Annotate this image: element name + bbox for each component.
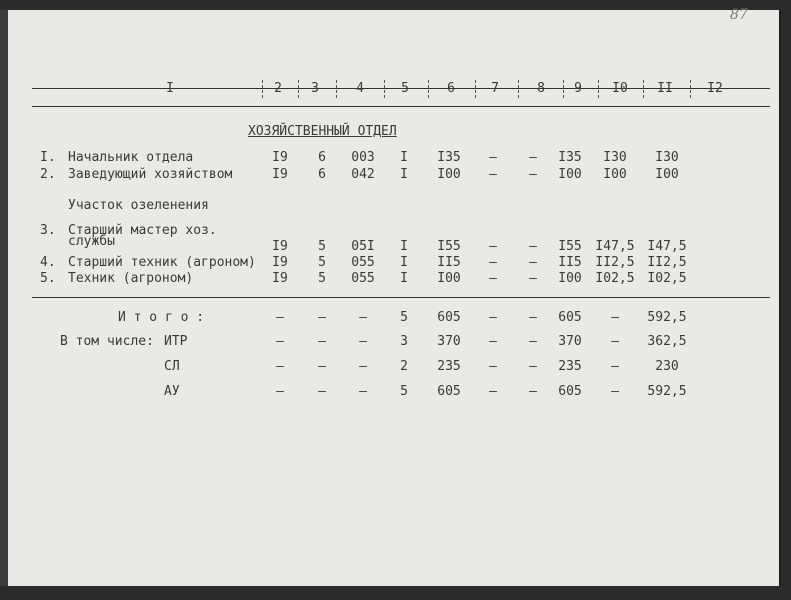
- row-number: 4.: [40, 255, 56, 270]
- row-number: 5.: [40, 271, 56, 286]
- total-c7: –: [489, 384, 497, 399]
- total-c10: –: [611, 359, 619, 374]
- column-separator: [428, 80, 429, 98]
- cell-c4: 042: [351, 167, 375, 182]
- column-header: 8: [537, 81, 545, 96]
- cell-c9: I00: [558, 167, 582, 182]
- row-label: Техник (агроном): [68, 271, 194, 286]
- cell-c10: I02,5: [595, 271, 635, 286]
- cell-c7: –: [489, 239, 497, 254]
- header-bottom-rule: [32, 106, 770, 107]
- column-header: 2: [274, 81, 282, 96]
- cell-c11: I30: [655, 150, 679, 165]
- cell-c3: 5: [318, 255, 326, 270]
- cell-c6: II5: [437, 255, 461, 270]
- cell-c9: I55: [558, 239, 582, 254]
- row-label-cont: службы: [68, 234, 115, 249]
- cell-c7: –: [489, 167, 497, 182]
- totals-category: СЛ: [164, 359, 180, 374]
- totals-category: ИТР: [164, 334, 188, 349]
- cell-c6: I00: [437, 271, 461, 286]
- cell-c3: 5: [318, 271, 326, 286]
- total-c4: –: [359, 359, 367, 374]
- total-c4: –: [359, 384, 367, 399]
- row-label: Заведующий хозяйством: [68, 167, 233, 182]
- cell-c9: I35: [558, 150, 582, 165]
- total-c9: 370: [558, 334, 582, 349]
- total-c9: 605: [558, 384, 582, 399]
- column-separator: [298, 80, 299, 98]
- column-header: 6: [447, 81, 455, 96]
- cell-c2: I9: [272, 239, 288, 254]
- cell-c6: I55: [437, 239, 461, 254]
- cell-c4: 05I: [351, 239, 375, 254]
- column-header: 4: [356, 81, 364, 96]
- total-c5: 5: [400, 310, 408, 325]
- total-c10: –: [611, 310, 619, 325]
- total-c9: 605: [558, 310, 582, 325]
- total-c4: –: [359, 310, 367, 325]
- cell-c4: 055: [351, 271, 375, 286]
- total-c11: 362,5: [647, 334, 687, 349]
- total-c3: –: [318, 310, 326, 325]
- totals-category: АУ: [164, 384, 180, 399]
- cell-c11: I02,5: [647, 271, 687, 286]
- cell-c10: I47,5: [595, 239, 635, 254]
- total-c2: –: [276, 334, 284, 349]
- total-c6: 235: [437, 359, 461, 374]
- cell-c2: I9: [272, 167, 288, 182]
- column-header: I0: [612, 81, 628, 96]
- cell-c4: 055: [351, 255, 375, 270]
- cell-c5: I: [400, 239, 408, 254]
- cell-c5: I: [400, 255, 408, 270]
- cell-c7: –: [489, 271, 497, 286]
- column-header: 7: [491, 81, 499, 96]
- total-c4: –: [359, 334, 367, 349]
- column-separator: [690, 80, 691, 98]
- row-number: 3.: [40, 223, 56, 238]
- total-c3: –: [318, 359, 326, 374]
- totals-rule: [32, 297, 770, 298]
- cell-c11: I47,5: [647, 239, 687, 254]
- total-c8: –: [529, 384, 537, 399]
- column-header: 3: [311, 81, 319, 96]
- binding-edge: [0, 10, 8, 586]
- cell-c3: 6: [318, 150, 326, 165]
- cell-c2: I9: [272, 271, 288, 286]
- cell-c3: 5: [318, 239, 326, 254]
- section-title: ХОЗЯЙСТВЕННЫЙ ОТДЕЛ: [248, 124, 397, 139]
- cell-c5: I: [400, 167, 408, 182]
- cell-c7: –: [489, 255, 497, 270]
- total-c5: 2: [400, 359, 408, 374]
- column-header: 9: [574, 81, 582, 96]
- cell-c8: –: [529, 167, 537, 182]
- cell-c6: I35: [437, 150, 461, 165]
- cell-c6: I00: [437, 167, 461, 182]
- cell-c11: I00: [655, 167, 679, 182]
- total-c8: –: [529, 359, 537, 374]
- row-label: Начальник отдела: [68, 150, 194, 165]
- cell-c7: –: [489, 150, 497, 165]
- subsection-title: Участок озеленения: [68, 198, 209, 213]
- total-c6: 605: [437, 384, 461, 399]
- cell-c9: II5: [558, 255, 582, 270]
- cell-c8: –: [529, 150, 537, 165]
- total-c6: 370: [437, 334, 461, 349]
- row-number: I.: [40, 150, 56, 165]
- column-separator: [336, 80, 337, 98]
- cell-c9: I00: [558, 271, 582, 286]
- cell-c8: –: [529, 255, 537, 270]
- row-label: Старший техник (агроном): [68, 255, 256, 270]
- total-c3: –: [318, 384, 326, 399]
- total-c2: –: [276, 310, 284, 325]
- total-c3: –: [318, 334, 326, 349]
- column-separator: [598, 80, 599, 98]
- total-c2: –: [276, 359, 284, 374]
- column-separator: [475, 80, 476, 98]
- column-header: 5: [401, 81, 409, 96]
- cell-c8: –: [529, 239, 537, 254]
- cell-c10: I00: [603, 167, 627, 182]
- cell-c5: I: [400, 150, 408, 165]
- total-c8: –: [529, 310, 537, 325]
- column-header: I2: [707, 81, 723, 96]
- column-separator: [518, 80, 519, 98]
- total-c7: –: [489, 359, 497, 374]
- page-number: 87: [730, 7, 748, 23]
- cell-c3: 6: [318, 167, 326, 182]
- cell-c11: II2,5: [647, 255, 687, 270]
- total-c10: –: [611, 334, 619, 349]
- total-c6: 605: [437, 310, 461, 325]
- cell-c10: I30: [603, 150, 627, 165]
- total-c8: –: [529, 334, 537, 349]
- total-c5: 5: [400, 384, 408, 399]
- cell-c4: 003: [351, 150, 375, 165]
- cell-c2: I9: [272, 255, 288, 270]
- cell-c10: II2,5: [595, 255, 635, 270]
- including-label: В том числе:: [60, 334, 154, 349]
- total-c2: –: [276, 384, 284, 399]
- total-c11: 592,5: [647, 384, 687, 399]
- column-separator: [262, 80, 263, 98]
- column-separator: [384, 80, 385, 98]
- column-separator: [643, 80, 644, 98]
- total-c11: 592,5: [647, 310, 687, 325]
- cell-c5: I: [400, 271, 408, 286]
- column-separator: [563, 80, 564, 98]
- total-c11: 230: [655, 359, 679, 374]
- total-c7: –: [489, 334, 497, 349]
- total-c7: –: [489, 310, 497, 325]
- totals-label: И т о г о :: [118, 310, 205, 325]
- column-header: II: [657, 81, 673, 96]
- total-c10: –: [611, 384, 619, 399]
- row-label: Старший мастер хоз.: [68, 223, 217, 238]
- total-c5: 3: [400, 334, 408, 349]
- cell-c2: I9: [272, 150, 288, 165]
- column-header: I: [166, 81, 174, 96]
- row-number: 2.: [40, 167, 56, 182]
- total-c9: 235: [558, 359, 582, 374]
- cell-c8: –: [529, 271, 537, 286]
